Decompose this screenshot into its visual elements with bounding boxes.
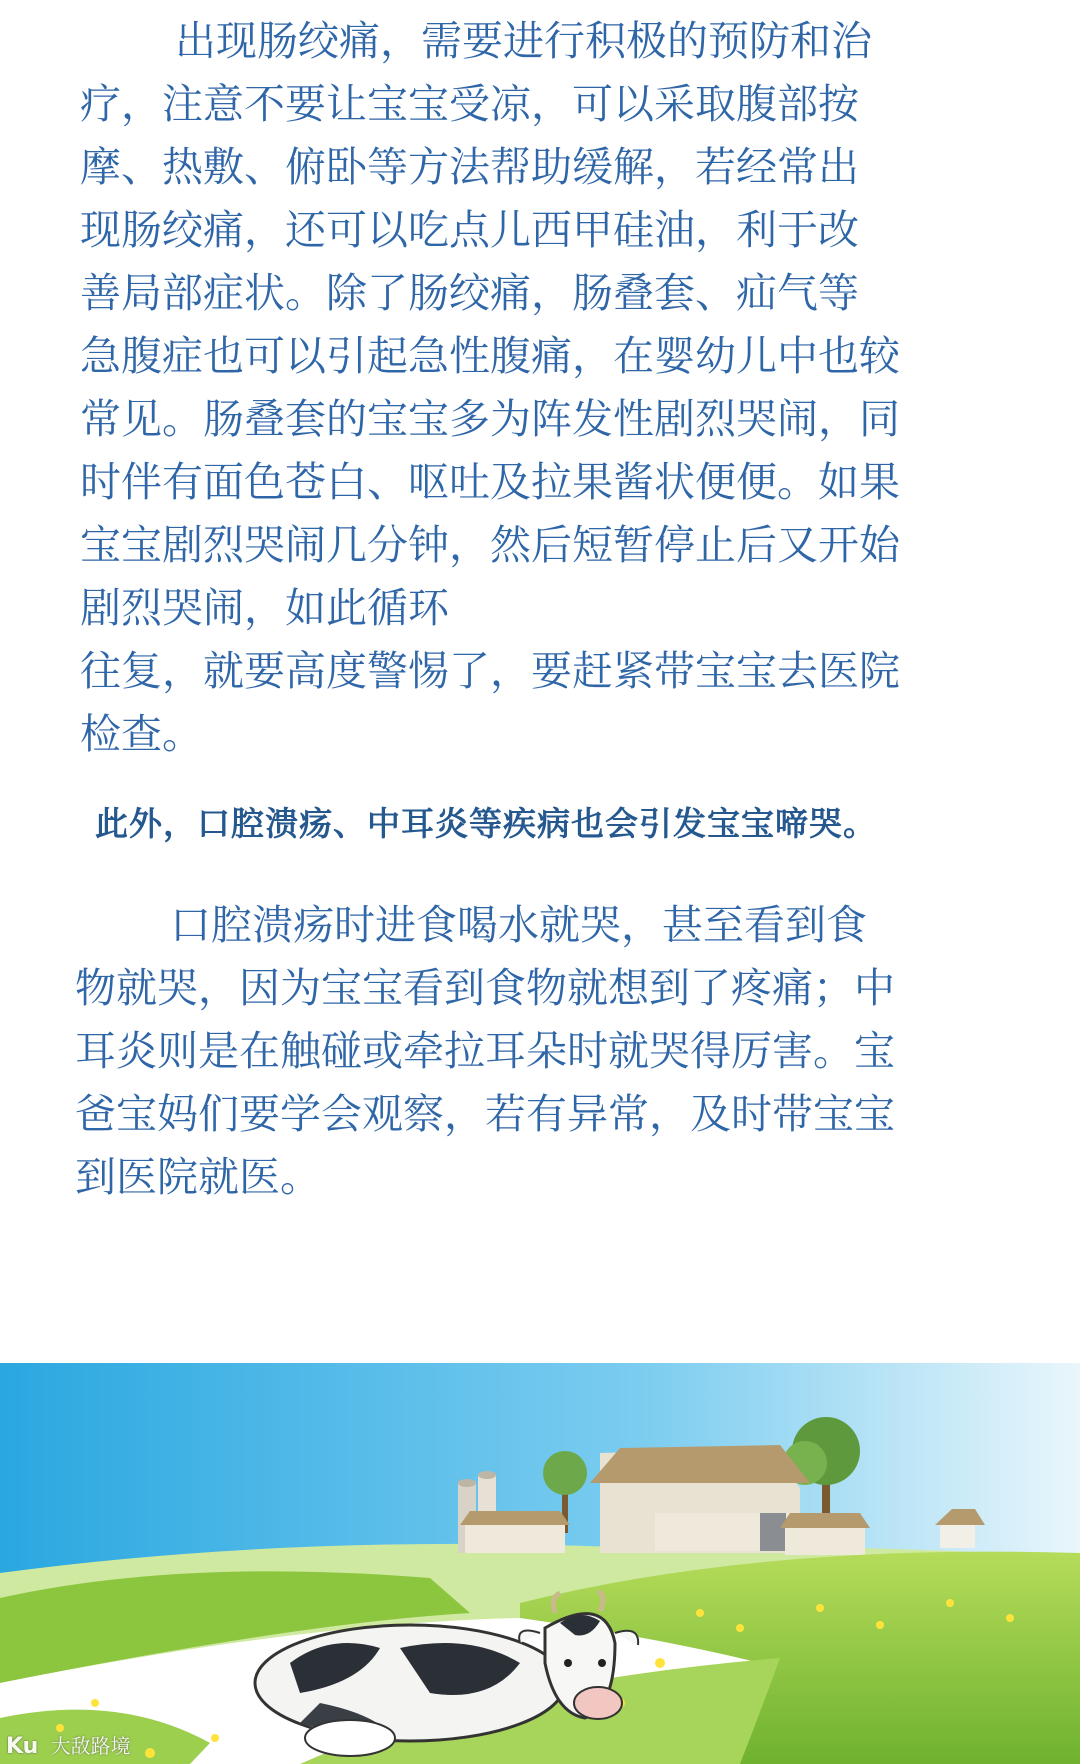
text-line: 现肠绞痛，还可以吃点儿西甲硅油，利于改 bbox=[80, 206, 859, 254]
text-line: 口腔溃疡时进食喝水就哭，甚至看到食 bbox=[170, 901, 867, 949]
watermark-logo: Ku bbox=[6, 1734, 39, 1759]
text-line: 急腹症也可以引起急性腹痛，在婴幼儿中也较 bbox=[80, 332, 900, 380]
text-line: 往复，就要高度警惕了，要赶紧带宝宝去医院 bbox=[80, 647, 900, 695]
text-line: 时伴有面色苍白、呕吐及拉果酱状便便。如果 bbox=[80, 458, 900, 506]
text-line: 物就哭，因为宝宝看到食物就想到了疼痛；中 bbox=[75, 964, 895, 1012]
text-line: 剧烈哭闹，如此循环 bbox=[80, 584, 449, 632]
farm-illustration bbox=[0, 1363, 1080, 1764]
highlight-heading: 此外，口腔溃疡、中耳炎等疾病也会引发宝宝啼哭。 bbox=[95, 804, 877, 843]
text-line: 爸宝妈们要学会观察，若有异常，及时带宝宝 bbox=[75, 1090, 895, 1138]
paragraph-2 bbox=[75, 894, 895, 1209]
text-line: 善局部症状。除了肠绞痛，肠叠套、疝气等 bbox=[80, 269, 859, 317]
paragraph-1 bbox=[80, 10, 900, 766]
text-line: 到医院就医。 bbox=[75, 1153, 321, 1201]
watermark-text: 大敌路境 bbox=[50, 1734, 131, 1758]
text-line: 摩、热敷、俯卧等方法帮助缓解，若经常出 bbox=[80, 143, 859, 191]
text-line: 出现肠绞痛，需要进行积极的预防和治 bbox=[175, 17, 872, 65]
text-line: 耳炎则是在触碰或牵拉耳朵时就哭得厉害。宝 bbox=[75, 1027, 895, 1075]
watermark bbox=[6, 1730, 131, 1759]
text-line: 疗，注意不要让宝宝受凉，可以采取腹部按 bbox=[80, 80, 859, 128]
text-line: 宝宝剧烈哭闹几分钟，然后短暂停止后又开始 bbox=[80, 521, 900, 569]
text-line: 常见。肠叠套的宝宝多为阵发性剧烈哭闹，同 bbox=[80, 395, 900, 443]
text-line: 检查。 bbox=[80, 710, 203, 758]
